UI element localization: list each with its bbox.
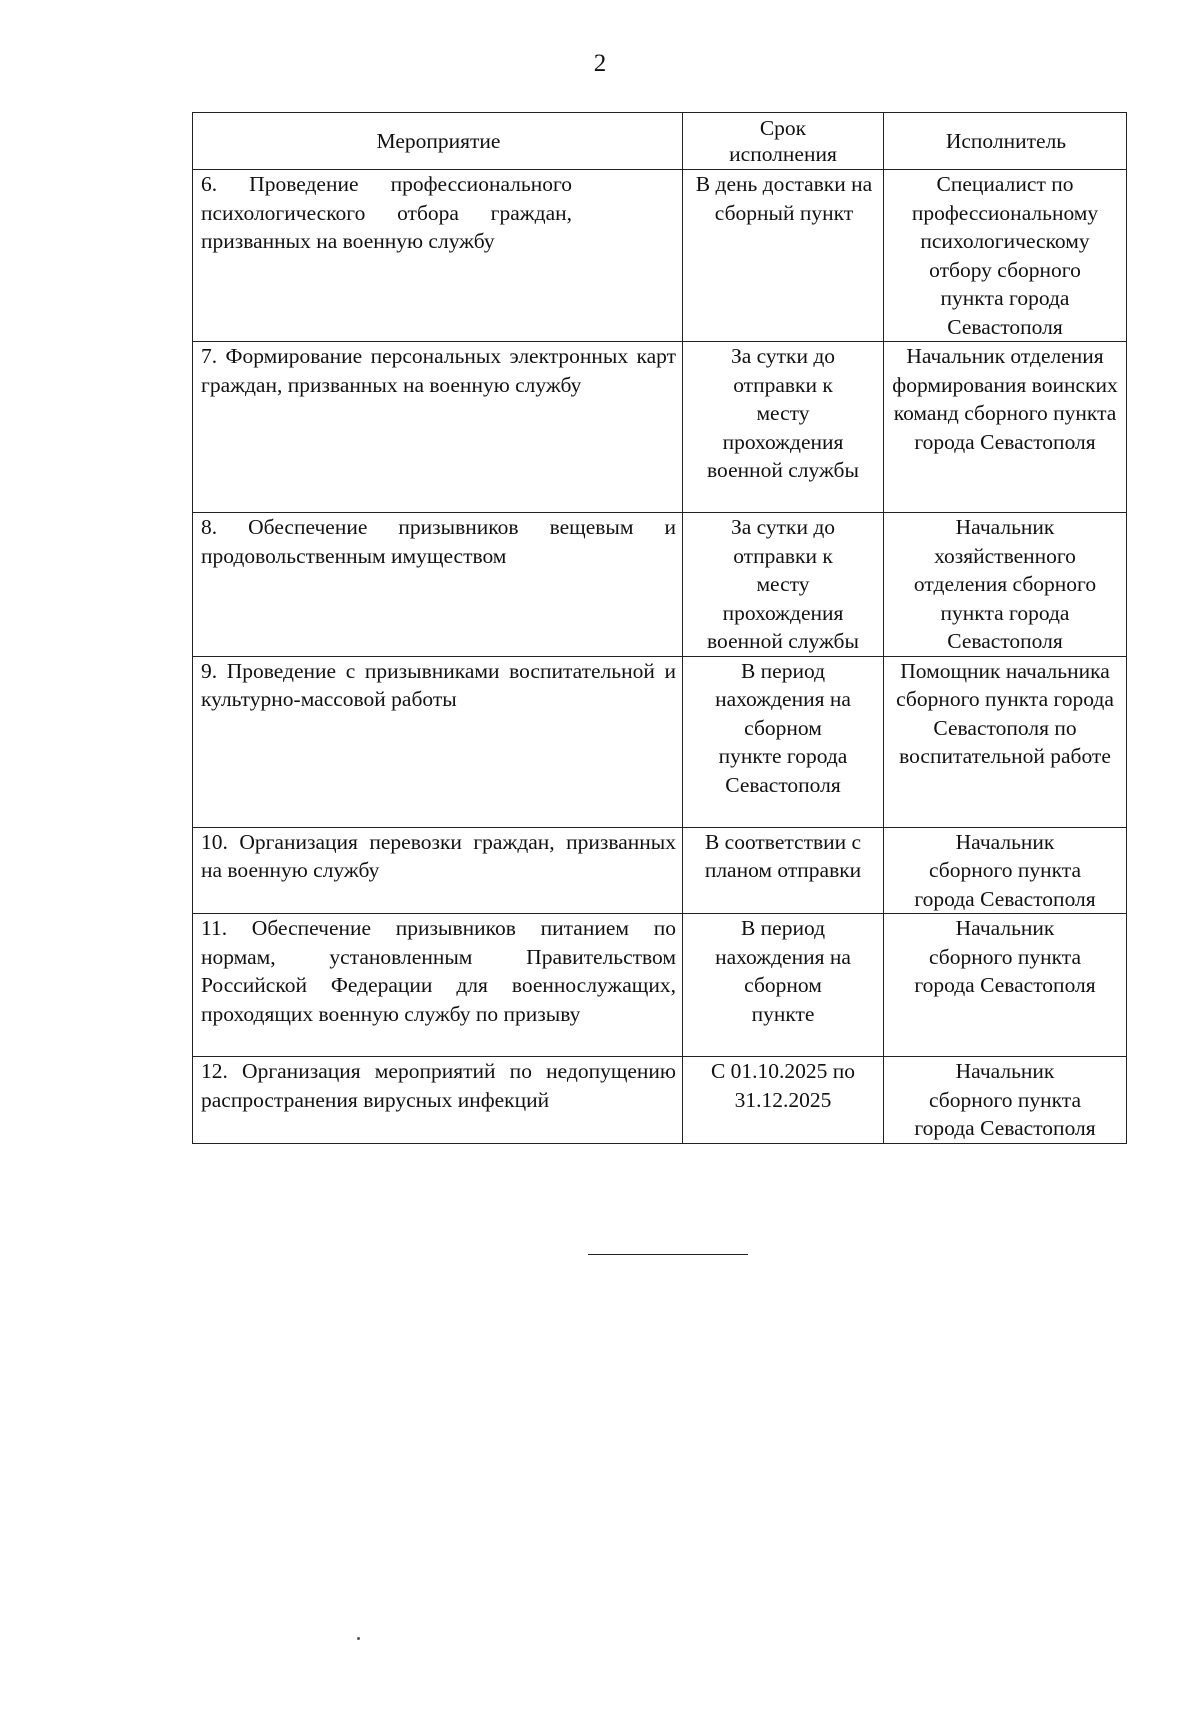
row-event: 10. Организация перевозки граждан, призванных на военную службу (193, 827, 683, 914)
header-term: Срок исполнения (683, 113, 884, 170)
row-event: 6. Проведение профессионального психологического отбора граждан, призванных на военную службу (193, 170, 683, 342)
end-of-document-rule (588, 1254, 748, 1255)
row-executor: Помощник начальника сборного пункта города Севастополя по воспитательной работе (884, 656, 1127, 827)
row-event: 7. Формирование персональных электронных карт граждан, призванных на военную службу (193, 342, 683, 513)
scan-artifact-dot (357, 1637, 360, 1640)
schedule-table (192, 112, 1127, 1144)
row-term: В день доставки на сборный пункт (683, 170, 884, 342)
row-event: 12. Организация мероприятий по недопущению распространения вирусных инфекций (193, 1057, 683, 1144)
table-row (193, 513, 1127, 657)
row-term: С 01.10.2025 по 31.12.2025 (683, 1057, 884, 1144)
row-event: 9. Проведение с призывниками воспитательной и культурно-массовой работы (193, 656, 683, 827)
table-row (193, 342, 1127, 513)
row-term: За сутки до отправки к месту прохождения военной службы (683, 342, 884, 513)
row-term: В соответствии с планом отправки (683, 827, 884, 914)
table-row (193, 914, 1127, 1057)
row-term: За сутки до отправки к месту прохождения военной службы (683, 513, 884, 657)
row-executor: Начальник сборного пункта города Севастополя (884, 827, 1127, 914)
row-executor: Специалист по профессиональному психологическому отбору сборного пункта города Севастополя (884, 170, 1127, 342)
header-event: Мероприятие (193, 113, 683, 170)
row-executor: Начальник сборного пункта города Севастополя (884, 1057, 1127, 1144)
table-row (193, 1057, 1127, 1144)
row-executor: Начальник хозяйственного отделения сборного пункта города Севастополя (884, 513, 1127, 657)
row-term: В период нахождения на сборном пункте города Севастополя (683, 656, 884, 827)
row-executor: Начальник сборного пункта города Севастополя (884, 914, 1127, 1057)
header-executor: Исполнитель (884, 113, 1127, 170)
row-event: 11. Обеспечение призывников питанием по нормам, установленным Правительством Российской Федерации для военнослужащих, проходящих военную службу по призыву (193, 914, 683, 1057)
row-executor: Начальник отделения формирования воинских команд сборного пункта города Севастополя (884, 342, 1127, 513)
table-header-row (193, 113, 1127, 170)
table-row (193, 170, 1127, 342)
page-number: 2 (593, 50, 607, 77)
table-row (193, 656, 1127, 827)
row-event: 8. Обеспечение призывников вещевым и продовольственным имуществом (193, 513, 683, 657)
row-term: В период нахождения на сборном пункте (683, 914, 884, 1057)
table-row (193, 827, 1127, 914)
